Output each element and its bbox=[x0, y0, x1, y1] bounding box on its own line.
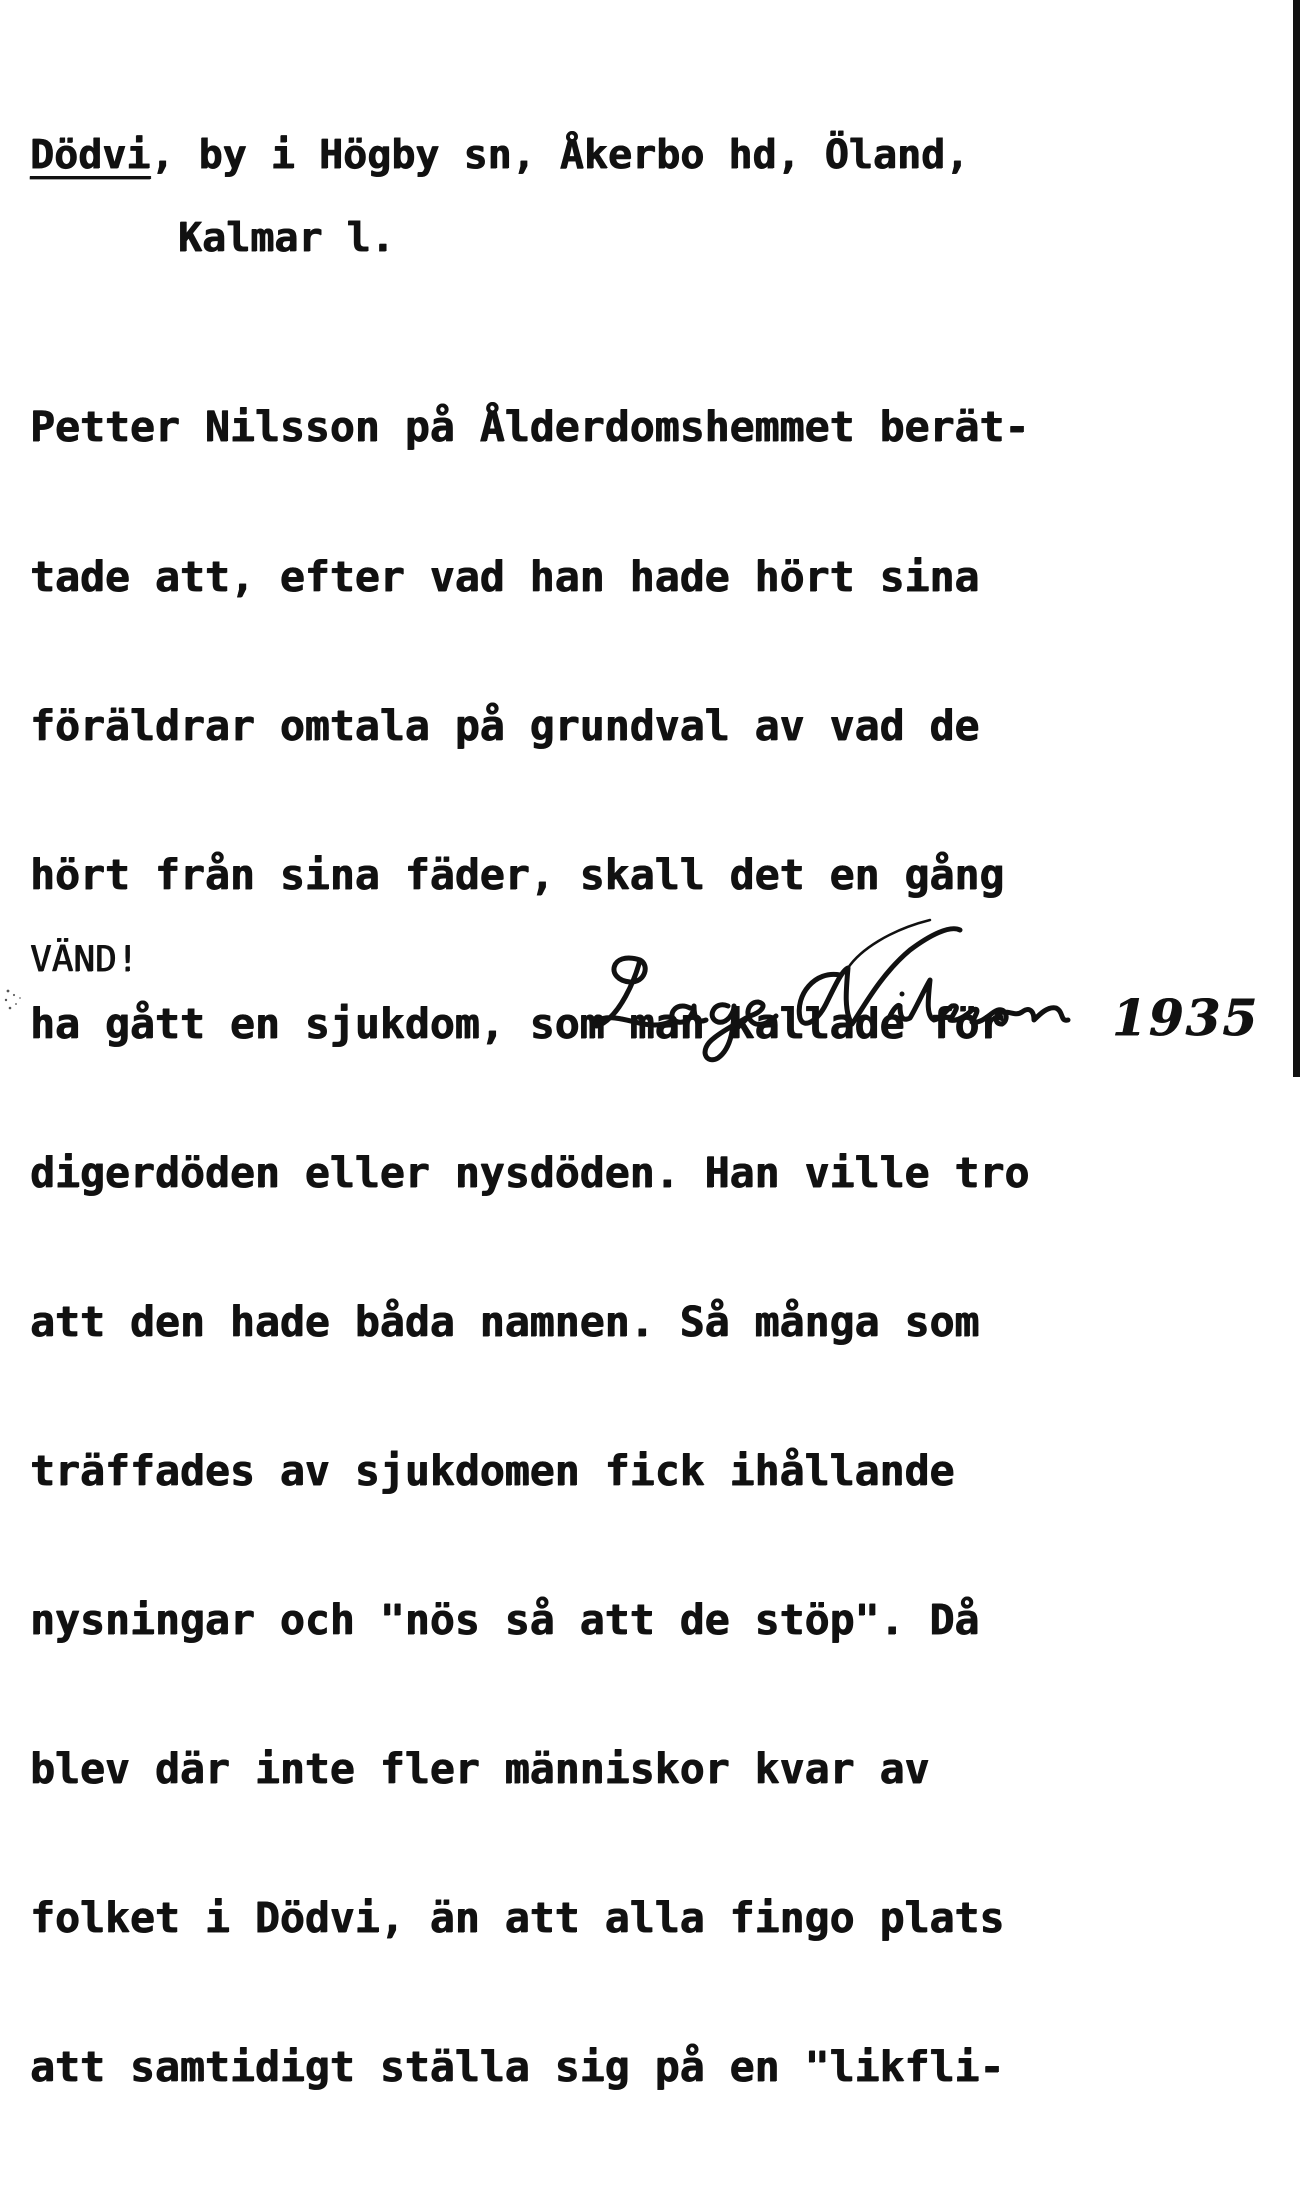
text-line: tade att, efter vad han hade hört sina bbox=[30, 551, 980, 601]
ink-smudge bbox=[2, 985, 28, 1015]
narrative-text bbox=[30, 303, 1029, 2192]
text-line: träffades av sjukdomen fick ihållande bbox=[30, 1446, 955, 1496]
text-line: att den hade båda namnen. Så många som bbox=[30, 1296, 980, 1346]
text-line: Petter Nilsson på Ålderdomshemmet berät- bbox=[30, 402, 1030, 452]
card-edge-line bbox=[1293, 0, 1300, 1077]
text-line: digerdöden eller nysdöden. Han ville tro bbox=[30, 1147, 1030, 1197]
text-line: hört från sina fäder, skall det en gång bbox=[30, 849, 1005, 899]
text-line: blev där inte fler människor kvar av bbox=[30, 1744, 930, 1794]
text-line: folket i Dödvi, än att alla fingo plats bbox=[30, 1893, 1005, 1943]
text-line: nysningar och "nös så att de stöp". Då bbox=[30, 1595, 980, 1645]
place-description: , by i Högby sn, Åkerbo hd, Öland, bbox=[150, 132, 970, 178]
handwritten-signature bbox=[590, 920, 1080, 1070]
place-name: Dödvi bbox=[30, 132, 151, 178]
text-line: ha gått en sjukdom, som man kallade för bbox=[30, 998, 1005, 1048]
text-line: föräldrar omtala på grundval av vad de bbox=[30, 700, 980, 750]
text-line: att samtidigt ställa sig på en "likfli- bbox=[30, 2042, 1005, 2092]
county-line: Kalmar l. bbox=[178, 215, 395, 261]
signature-year: 1935 bbox=[1112, 988, 1260, 1047]
turn-over-note: VÄND! bbox=[30, 939, 139, 980]
place-heading bbox=[30, 130, 969, 180]
